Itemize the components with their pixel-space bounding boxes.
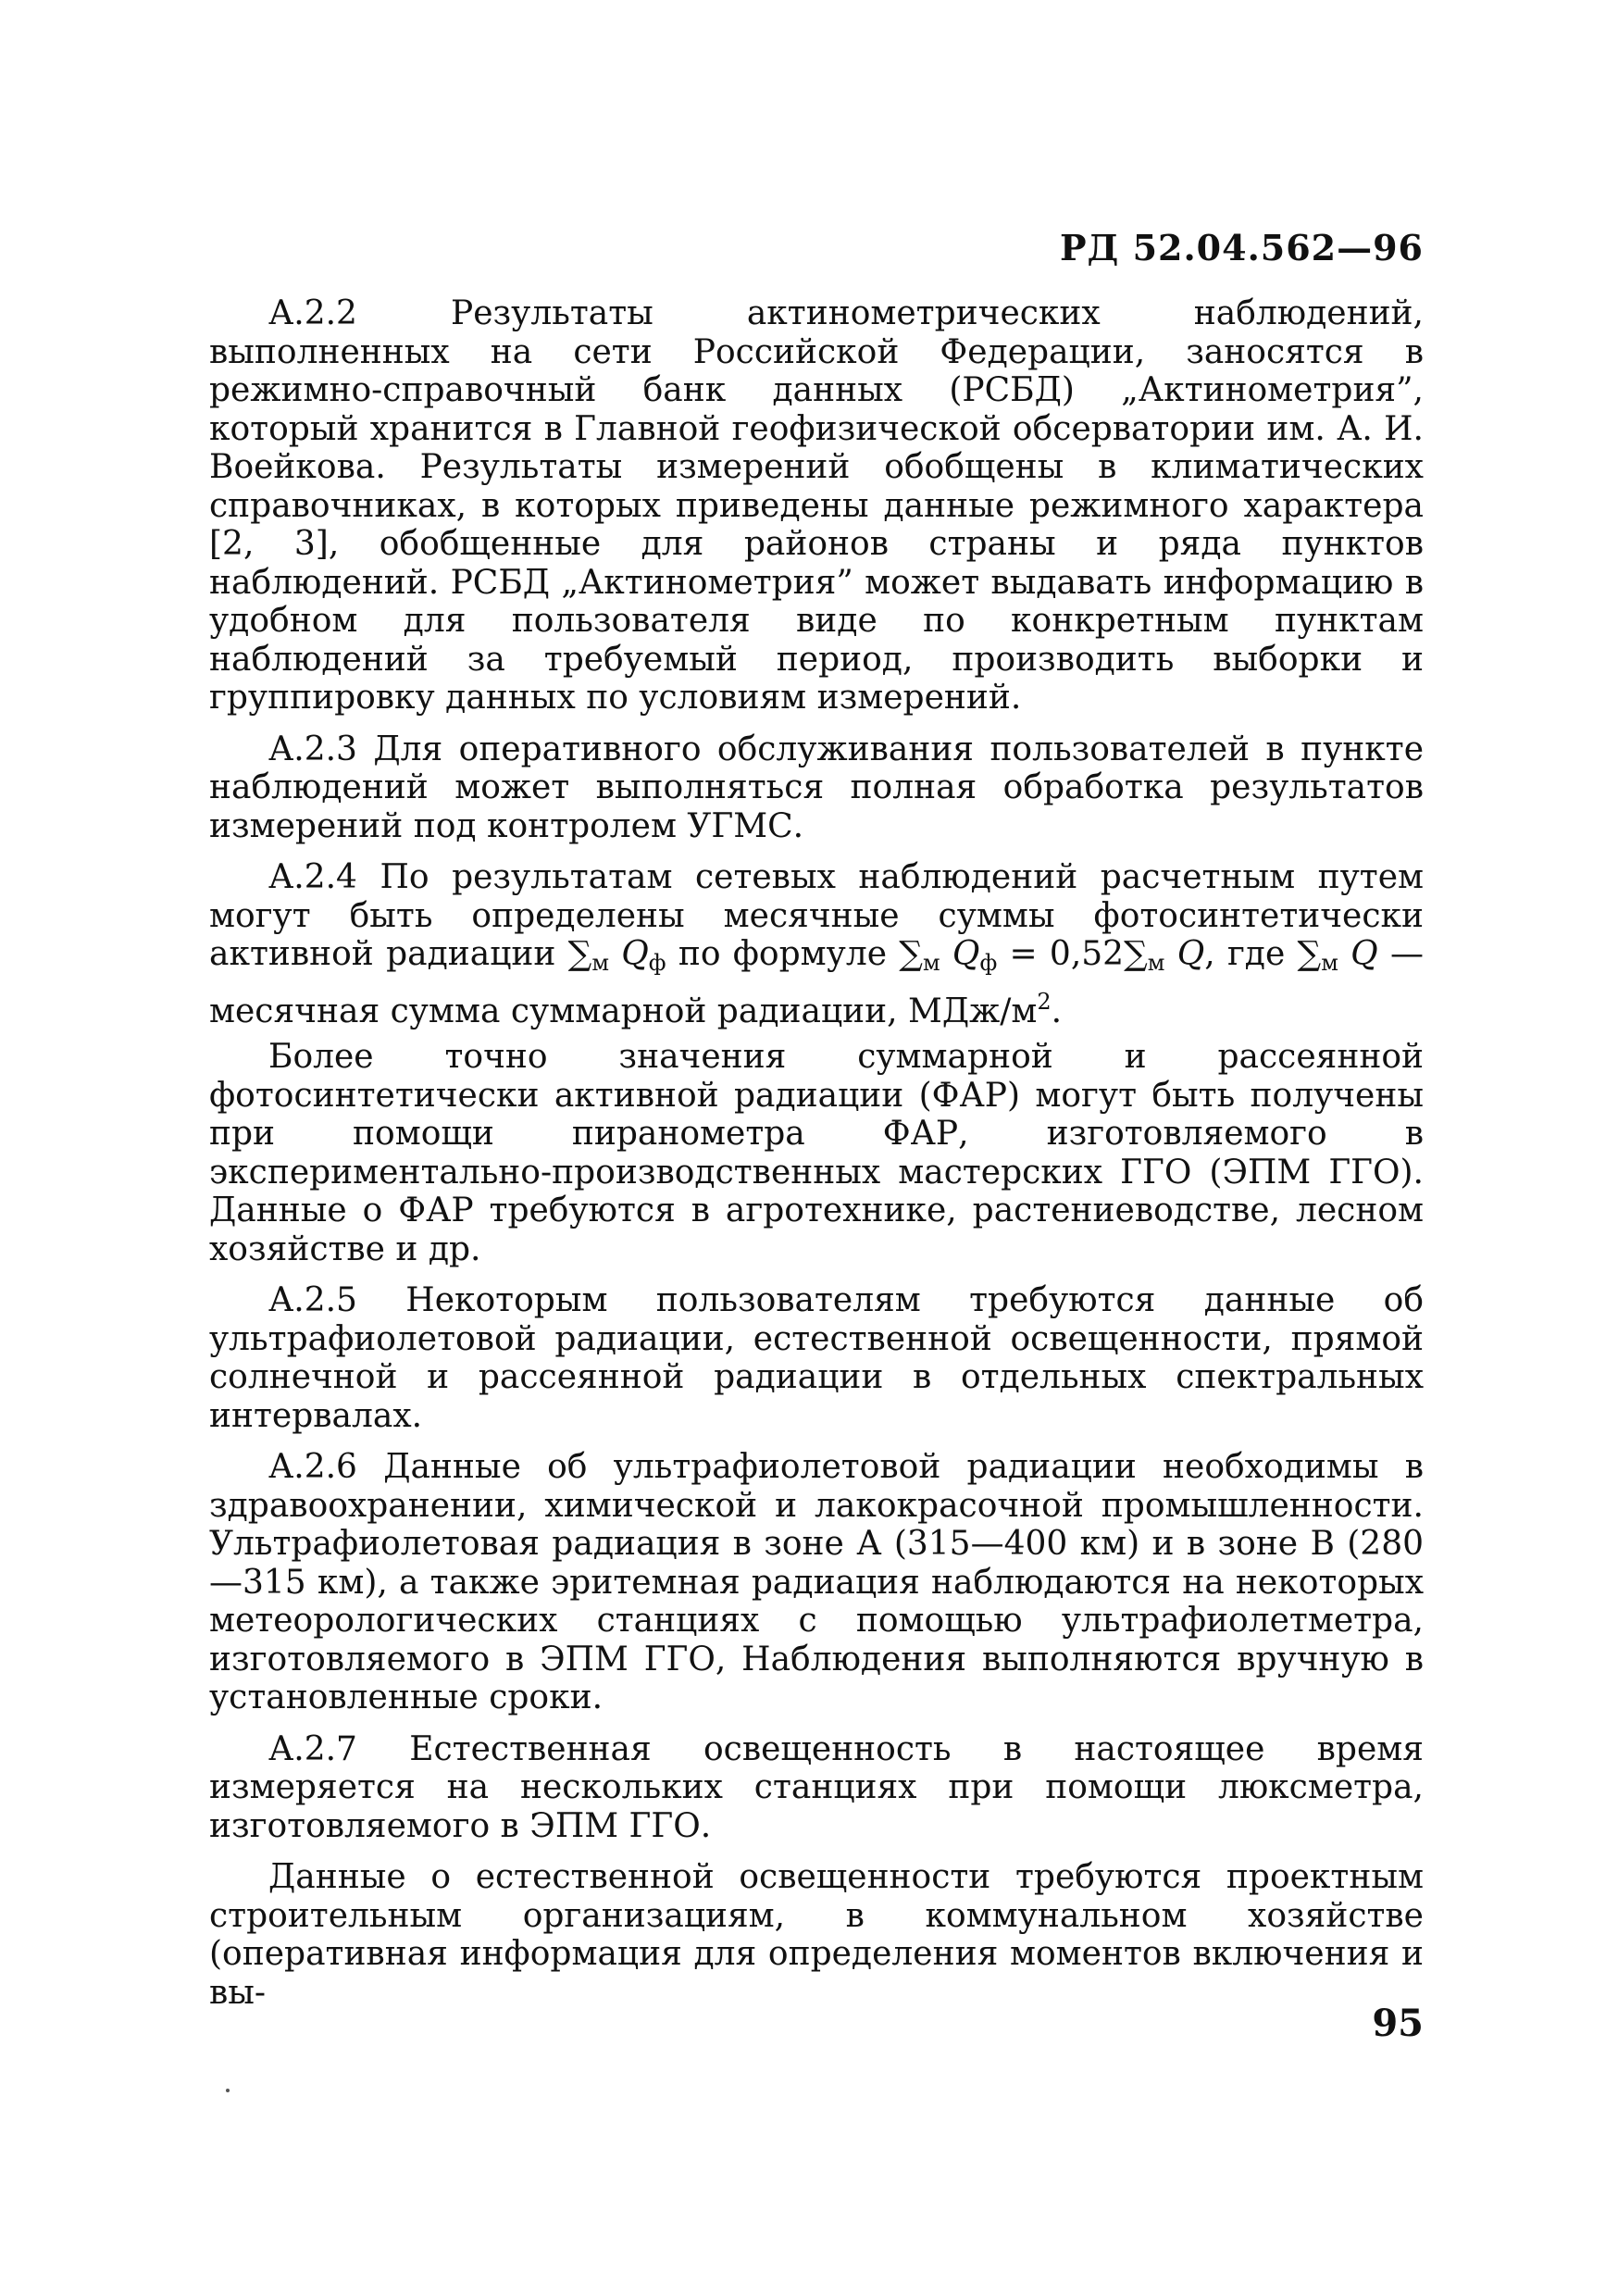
scan-speck [226, 2089, 230, 2092]
paragraph-a24-text-4: — месячная сумма суммарной радиации, МДж/м [209, 935, 1424, 1030]
paragraph-a24 [209, 858, 1424, 1030]
sum-symbol: ∑ [567, 935, 592, 973]
page-number: 95 [1372, 2002, 1424, 2045]
paragraph-a26: А.2.6 Данные об ультрафиолетовой радиации необходимы в здравоохранении, химической и лакокрасочной промышленности. Ультрафиолетовая радиация в зоне А (315—400 км) и в зоне В (280—315 км), а также эритемная радиация наблюдаются на некоторых метеорологических станциях с помощью ультрафиолетметра, изготовляемого в ЭПМ ГГО, Наблюдения выполняются вручную в установленные сроки. [209, 1448, 1424, 1716]
q-subscript: ф [648, 950, 666, 976]
sum-subscript: м [1147, 950, 1165, 976]
paragraph-a23: А.2.3 Для оперативного обслуживания пользователей в пункте наблюдений может выполняться полная обработка результатов измерений под контролем УГМС. [209, 730, 1424, 845]
paragraph-illuminance: Данные о естественной освещенности требуются проектным строительным организациям, в коммунальном хозяйстве (оперативная информация для определения моментов включения и вы- [209, 1858, 1424, 2012]
sum-subscript: м [591, 950, 609, 976]
paragraph-a24-text-3: , где [1204, 935, 1298, 973]
q-symbol: Q [1338, 935, 1378, 973]
q-subscript: ф [979, 950, 998, 976]
body-text [209, 294, 1424, 2025]
paragraph-a25: А.2.5 Некоторым пользователям требуются данные об ультрафиолетовой радиации, естественной освещенности, прямой солнечной и рассеянной радиации в отдельных спектральных интервалах. [209, 1281, 1424, 1435]
paragraph-a24-text-1: А.2.4 По результатам сетевых наблюдений расчетным путем могут быть определены месячные суммы фотосинтетически активной радиации [209, 858, 1424, 973]
paragraph-a24-text-5: . [1051, 992, 1063, 1030]
q-symbol: Q [940, 935, 980, 973]
sum-symbol: ∑ [899, 935, 923, 973]
unit-superscript: 2 [1037, 988, 1052, 1015]
document-number-header: РД 52.04.562—96 [1059, 227, 1424, 268]
formula-coefficient: = 0,52 [997, 935, 1125, 973]
paragraph-a27: А.2.7 Естественная освещенность в настоящее время измеряется на нескольких станциях при помощи люксметра, изготовляемого в ЭПМ ГГО. [209, 1729, 1424, 1845]
q-symbol: Q [608, 935, 649, 973]
sum-symbol: ∑ [1297, 935, 1322, 973]
paragraph-far: Более точно значения суммарной и рассеянной фотосинтетически активной радиации (ФАР) могут быть получены при помощи пиранометра ФАР, изготовляемого в экспериментально-производственных мастерских ГГО (ЭПМ ГГО). Данные о ФАР требуются в агротехнике, растениеводстве, лесном хозяйстве и др. [209, 1038, 1424, 1268]
sum-subscript: м [1321, 950, 1338, 976]
q-symbol: Q [1164, 935, 1205, 973]
paragraph-a24-text-2: по формуле [666, 935, 900, 973]
sum-subscript: м [922, 950, 940, 976]
paragraph-a22: А.2.2 Результаты актинометрических наблюдений, выполненных на сети Российской Федерации, заносятся в режимно-справочный банк данных (РСБД) „Актинометрия”, который хранится в Главной геофизической обсерватории им. А. И. Воейкова. Результаты измерений обобщены в климатических справочниках, в которых приведены данные режимного характера [2, 3], обобщенные для районов страны и ряда пунктов наблюдений. РСБД „Актинометрия” может выдавать информацию в удобном для пользователя виде по конкретным пунктам наблюдений за требуемый период, производить выборки и группировку данных по условиям измерений. [209, 294, 1424, 717]
sum-symbol: ∑ [1124, 935, 1148, 973]
